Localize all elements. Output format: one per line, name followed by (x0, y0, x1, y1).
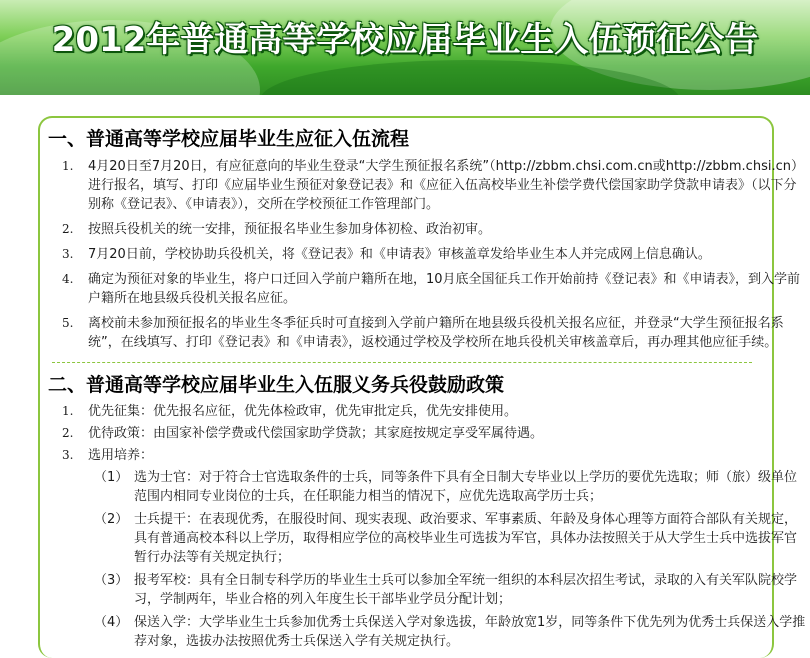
sub-list (48, 468, 808, 651)
sub-item: （3） 报考军校：具有全日制专科学历的毕业生士兵可以参加全军统一组织的本科层次招生考试，录取的入有关军队院校学习，学制两年，毕业合格的列入年度生长干部毕业学员分配计划； (94, 573, 798, 607)
list-item: 3. 7月20日前，学校协助兵役机关，将《登记表》和《申请表》审核盖章发给毕业生本人并完成网上信息确认。 (62, 247, 711, 262)
sub-item: （2） 士兵提干：在表现优秀，在服役时间、现实表现、政治要求、军事素质、年龄及身体心理等方面符合部队有关规定，具有普通高校本科以上学历，取得相应学位的高校毕业生可选拔为军官，具体办法按照关于从大学生士兵中选拔军官暂行办法等有关规定执行； (94, 512, 798, 565)
section-heading: 一、普通高等学校应届毕业生应征入伍流程 (48, 128, 410, 150)
process-list (48, 157, 808, 352)
list-item: 3. 选用培养： (62, 448, 154, 463)
section-divider (52, 362, 752, 363)
sub-item: （1） 选为士官：对于符合士官选取条件的士兵，同等条件下具有全日制大专毕业以上学历的要优先选取；师（旅）级单位范围内相同专业岗位的士兵，在任职能力相当的情况下，应优先选取高学历士兵； (94, 470, 798, 504)
list-item: 4. 确定为预征对象的毕业生，将户口迁回入学前户籍所在地，10月底全国征兵工作开始前持《登记表》和《申请表》，到入学前户籍所在地县级兵役机关报名应征。 (62, 272, 801, 306)
list-item: 1. 优先征集：优先报名应征，优先体检政审，优先审批定兵，优先安排使用。 (62, 404, 518, 419)
list-item: 2. 按照兵役机关的统一安排，预征报名毕业生参加身体初检、政治初审。 (62, 222, 492, 237)
section-heading: 二、普通高等学校应届毕业生入伍服义务兵役鼓励政策 (48, 374, 505, 396)
section-enlistment-process (48, 124, 808, 358)
list-item: 5. 离校前未参加预征报名的毕业生冬季征兵时可直接到入学前户籍所在地县级兵役机关报名应征，并登录“大学生预征报名系统”，在线填写、打印《登记表》和《申请表》，返校通过学校及学校所在地兵役机关审核盖章后，再办理其他应征手续。 (62, 316, 784, 350)
sub-item: （4） 保送入学：大学毕业生士兵参加优秀士兵保送入学对象选拔，年龄放宽1岁，同等条件下优先列为优秀士兵保送入学推荐对象，选拔办法按照优秀士兵保送入学有关规定执行。 (94, 615, 806, 649)
section-incentive-policies (48, 370, 808, 655)
page-title: 2012年普通高等学校应届毕业生入伍预征公告 (51, 20, 759, 60)
list-item: 1. 4月20日至7月20日，有应征意向的毕业生登录“大学生预征报名系统”（http://zbbm.chsi.com.cn或http://zbbm.chsi.cn）进行报名，填写、打印《应届毕业生预征对象登记表》和《应征入伍高校毕业生补偿学费代偿国家助学贷款申请表》（以下分别称《登记表》、《申请表》），交所在学校预征工作管理部门。 (62, 159, 804, 212)
policy-list (48, 402, 808, 465)
title-banner (0, 0, 810, 95)
list-item: 2. 优待政策：由国家补偿学费或代偿国家助学贷款；其家庭按规定享受军属待遇。 (62, 426, 544, 441)
